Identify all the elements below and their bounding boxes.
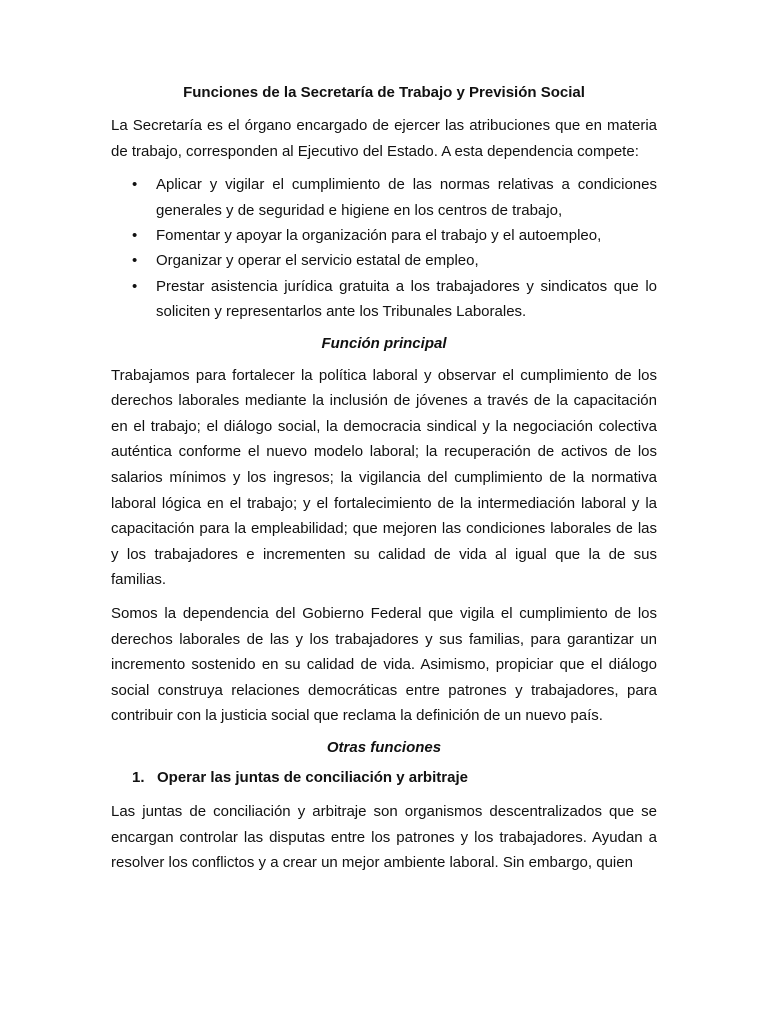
bullet-icon: • xyxy=(132,227,138,244)
numbered-heading xyxy=(132,767,657,789)
bullet-icon: • xyxy=(132,252,138,270)
section1-paragraph-1: Trabajamos para fortalecer la política laboral y observar el cumplimiento de los derechos laborales mediante la inclusión de jóvenes a través de la capacitación en el trabajo; el diálogo social, la democracia sindical y la negociación colectiva auténtica conforme el nuevo modelo laboral; la recuperación de activos de los salarios mínimos y los ingresos; la vigilancia del cumplimiento de la normativa laboral lógica en el trabajo; y el fortalecimiento de la intermediación laboral y la capacitación para la empleabilidad; que mejoren las condiciones laborales de las y los trabajadores e incrementen su calidad de vida al igual que la de sus familias. xyxy=(111,366,657,589)
section-heading-funcion-principal: Función principal xyxy=(321,334,447,352)
section1-paragraph-2: Somos la dependencia del Gobierno Federal que vigila el cumplimiento de los derechos laborales de las y los trabajadores y sus familias, para garantizar un incremento sostenido en su calidad de vida. Asimismo, propiciar que el diálogo social construya relaciones democráticas entre patrones y trabajadores, para contribuir con la justicia social que reclama la definición de un nuevo país. xyxy=(111,604,657,725)
item-number: 1. xyxy=(132,768,145,786)
section-heading-otras-funciones: Otras funciones xyxy=(326,738,442,756)
numbered-heading-text: Operar las juntas de conciliación y arbitraje xyxy=(157,768,468,786)
list-item-text: Organizar y operar el servicio estatal de empleo, xyxy=(156,252,479,270)
bullet-icon: • xyxy=(132,277,138,295)
list-item xyxy=(132,248,657,273)
list-item xyxy=(132,274,657,325)
list-item-text: Prestar asistencia jurídica gratuita a los trabajadores y sindicatos que lo soliciten y representarlos ante los Tribunales Laborales. xyxy=(156,277,657,321)
list-item xyxy=(132,172,657,223)
item1-paragraph: Las juntas de conciliación y arbitraje son organismos descentralizados que se encargan controlar las disputas entre los patrones y los trabajadores. Ayudan a resolver los conflictos y a crear un mejor ambiente laboral. Sin embargo, quien xyxy=(111,802,657,872)
list-item xyxy=(132,223,657,248)
intro-paragraph: La Secretaría es el órgano encargado de ejercer las atribuciones que en materia de trabajo, corresponden al Ejecutivo del Estado. A esta dependencia compete: xyxy=(111,117,657,160)
bullet-list xyxy=(111,172,657,324)
bullet-icon: • xyxy=(132,176,138,194)
list-item-text: Aplicar y vigilar el cumplimiento de las normas relativas a condiciones generales y de seguridad e higiene en los centros de trabajo, xyxy=(156,176,657,219)
document-title: Funciones de la Secretaría de Trabajo y Previsión Social xyxy=(183,84,585,101)
list-item-text: Fomentar y apoyar la organización para el trabajo y el autoempleo, xyxy=(156,227,602,244)
